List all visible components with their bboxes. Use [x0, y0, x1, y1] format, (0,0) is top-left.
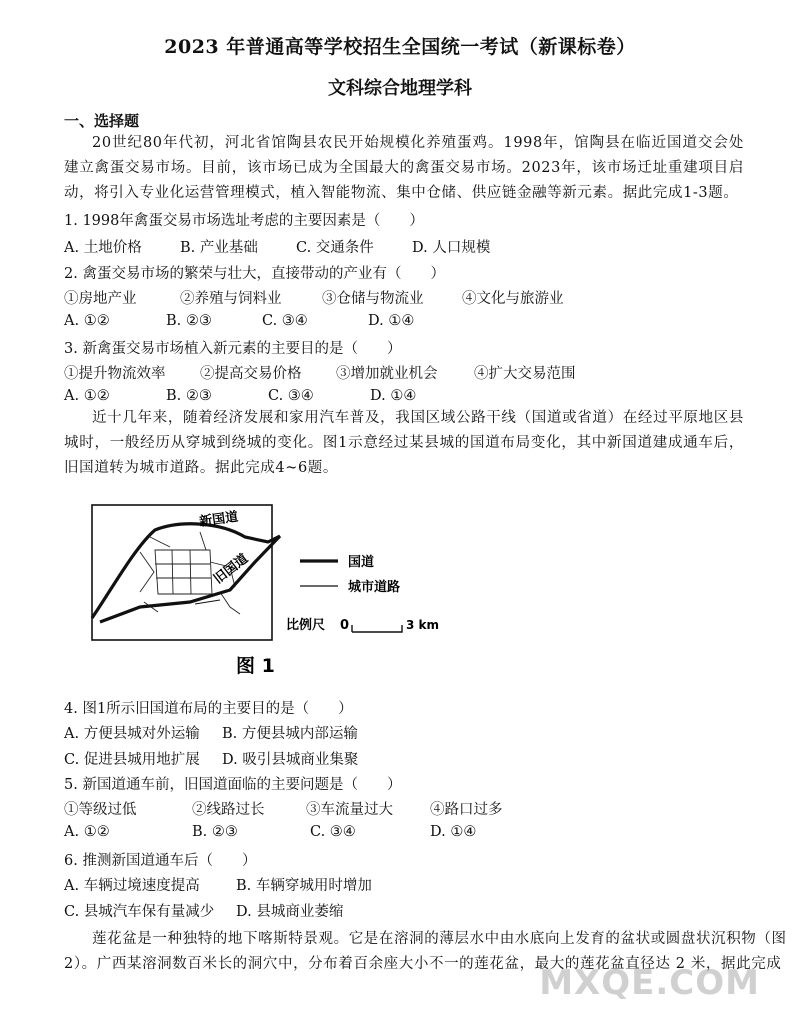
question-4-stem: 4. 图1所示旧国道布局的主要目的是（ ） [64, 701, 353, 717]
q2-item-4: ④文化与旅游业 [462, 291, 564, 307]
q6-option-b: B. 车辆穿城用时增加 [236, 878, 372, 894]
q4-option-c: C. 促进县城用地扩展 [64, 752, 200, 768]
q5-option-b: B. ②③ [192, 824, 238, 840]
question-2-stem: 2. 禽蛋交易市场的繁荣与壮大，直接带动的产业有（ ） [64, 266, 445, 282]
scale-zero: 0 [340, 618, 350, 633]
old-national-road [100, 536, 280, 622]
passage-1: 20世纪80年代初，河北省馆陶县农民开始规模化养殖蛋鸡。1998年，馆陶县在临近国道交会处建立禽蛋交易市场。目前，该市场已成为全国最大的禽蛋交易市场。2023年，该市场迁址重建项目启动，将引入专业化运营管理模式，植入智能物流、集中仓储、供应链金融等新元素。据此完成1-3题。 [64, 135, 744, 201]
exam-title: 2023 年普通高等学校招生全国统一考试（新课标卷） [164, 36, 636, 58]
q2-option-d: D. ①④ [368, 313, 415, 329]
q4-option-d: D. 吸引县城商业集聚 [222, 752, 359, 768]
scale-end: 3 km [406, 618, 440, 632]
figure-1-map [80, 492, 460, 692]
q2-item-1: ①房地产业 [64, 291, 137, 307]
q2-option-c: C. ③④ [262, 313, 308, 329]
legend-national-label: 国道 [348, 555, 375, 570]
section-heading: 一、选择题 [64, 112, 140, 130]
q4-option-b: B. 方便县城内部运输 [222, 726, 358, 742]
exam-subtitle: 文科综合地理学科 [328, 78, 472, 99]
q2-option-b: B. ②③ [166, 313, 212, 329]
q1-option-d: D. 人口规模 [412, 240, 491, 256]
q3-option-a: A. ①② [64, 388, 110, 404]
q2-item-2: ②养殖与饲料业 [180, 291, 282, 307]
scale-label: 比例尺 [286, 618, 326, 633]
old-road-label: 旧国道 [211, 551, 252, 588]
q3-item-1: ①提升物流效率 [64, 366, 166, 382]
q6-option-d: D. 县城商业萎缩 [236, 904, 344, 920]
q3-option-b: B. ②③ [166, 388, 212, 404]
q6-option-c: C. 县城汽车保有量减少 [64, 904, 215, 920]
question-1-stem: 1. 1998年禽蛋交易市场选址考虑的主要因素是（ ） [64, 213, 424, 229]
q3-option-d: D. ①④ [370, 388, 417, 404]
passage-3-line-2: 2）。广西某溶洞数百米长的洞穴中，分布着百余座大小不一的莲花盆，最大的莲花盆直径达 2 米，据此完成 [64, 956, 782, 972]
q1-option-a: A. 土地价格 [64, 240, 142, 256]
q2-item-3: ③仓储与物流业 [322, 291, 424, 307]
q6-option-a: A. 车辆过境速度提高 [64, 878, 200, 894]
q1-option-c: C. 交通条件 [296, 240, 374, 256]
watermark: MXQE.COM [539, 963, 760, 1003]
question-6-stem: 6. 推测新国道通车后（ ） [64, 853, 257, 869]
figure-caption: 图 1 [236, 655, 275, 677]
q2-option-a: A. ①② [64, 313, 110, 329]
q3-item-3: ③增加就业机会 [336, 366, 438, 382]
q5-option-d: D. ①④ [430, 824, 477, 840]
q1-option-b: B. 产业基础 [180, 240, 258, 256]
passage-3-line-1: 莲花盆是一种独特的地下喀斯特景观。它是在溶洞的薄层水中由水底向上发育的盆状或圆盘状沉积物（图 [92, 931, 787, 947]
q3-option-c: C. ③④ [268, 388, 314, 404]
question-3-stem: 3. 新禽蛋交易市场植入新元素的主要目的是（ ） [64, 341, 402, 357]
q5-item-4: ④路口过多 [430, 802, 503, 818]
scale-bar [352, 625, 402, 632]
q5-option-c: C. ③④ [310, 824, 356, 840]
q5-item-3: ③车流量过大 [306, 802, 393, 818]
question-5-stem: 5. 新国道通车前，旧国道面临的主要问题是（ ） [64, 777, 402, 793]
q5-item-2: ②线路过长 [192, 802, 265, 818]
q3-item-2: ②提高交易价格 [200, 366, 302, 382]
new-road-label: 新国道 [198, 509, 240, 530]
q4-option-a: A. 方便县城对外运输 [64, 726, 200, 742]
legend-city-label: 城市道路 [348, 580, 401, 595]
q5-item-1: ①等级过低 [64, 802, 137, 818]
q3-item-4: ④扩大交易范围 [474, 366, 576, 382]
passage-2: 近十几年来，随着经济发展和家用汽车普及，我国区域公路干线（国道或省道）在经过平原地区县城时，一般经历从穿城到绕城的变化。图1示意经过某县城的国道布局变化，其中新国道建成通车后，旧国道转为城市道路。据此完成4~6题。 [64, 410, 744, 476]
q5-option-a: A. ①② [64, 824, 110, 840]
